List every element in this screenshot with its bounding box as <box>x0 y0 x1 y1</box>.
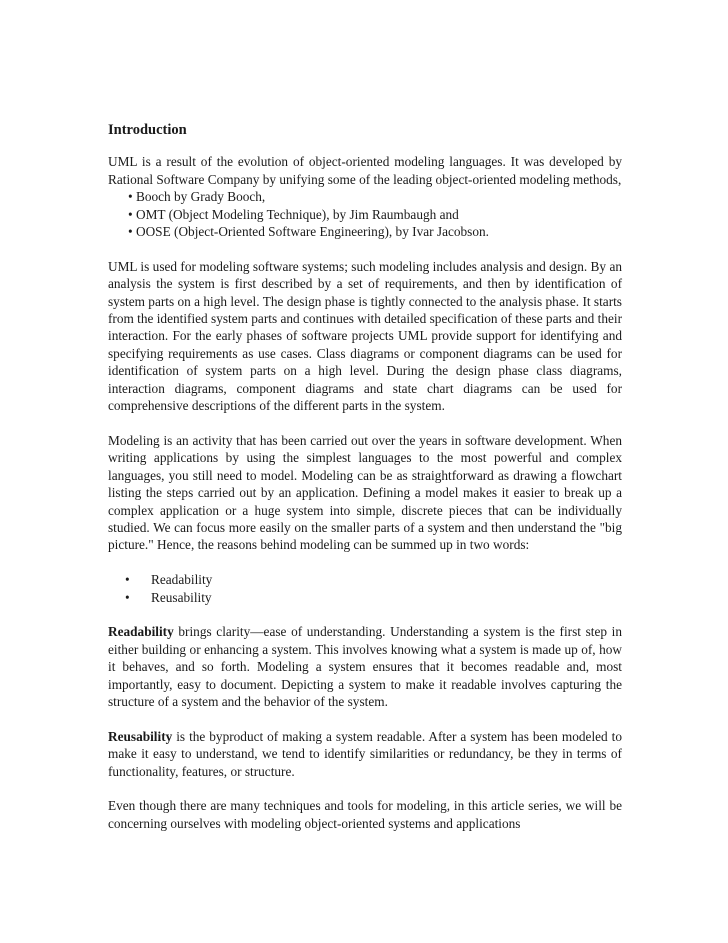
paragraph-techniques: Even though there are many techniques and tools for modeling, in this article series, we will be concerning ourselves with modeling object-oriented systems and applications <box>108 798 622 831</box>
reasons-list <box>108 571 622 606</box>
paragraph-reusability <box>108 728 622 780</box>
list-item-label: Readability <box>151 572 213 588</box>
list-item-label: Reusability <box>151 589 212 605</box>
list-item: • OOSE (Object-Oriented Software Engineering), by Ivar Jacobson. <box>128 224 489 240</box>
page-title: Introduction <box>108 122 187 138</box>
paragraph-readability <box>108 623 622 710</box>
list-item <box>125 589 622 606</box>
paragraph-uml-origin <box>108 153 622 188</box>
list-item <box>125 571 622 588</box>
paragraph-uml-origin-text: UML is a result of the evolution of object-oriented modeling languages. It was developed by Rational Software Company by unifying some of the leading object-oriented modeling methods, <box>108 154 622 187</box>
methods-list <box>108 188 622 240</box>
bullet: • <box>125 572 130 588</box>
term-reusability: Reusability <box>108 728 173 744</box>
term-readability: Readability <box>108 624 174 640</box>
list-item: • OMT (Object Modeling Technique), by Jim Raumbaugh and <box>128 206 459 222</box>
paragraph-modeling: Modeling is an activity that has been carried out over the years in software development. When writing applications by using the simplest languages to the most powerful and complex languages, you still need to model. Modeling can be as straightforward as drawing a flowchart listing the steps carried out by an application. Defining a model makes it easier to break up a complex application or a huge system into simple, discrete pieces that can be individually studied. We can focus more easily on the smaller parts of a system and then understand the "big picture." Hence, the reasons behind modeling can be summed up in two words: <box>108 432 622 553</box>
paragraph-readability-text: brings clarity—ease of understanding. Understanding a system is the first step in either building or enhancing a system. This involves knowing what a system is made up of, how it behaves, and so forth. Modeling a system ensures that it becomes readable and, most importantly, easy to document. Depicting a system to make it readable involves capturing the structure of a system and the behavior of the system. <box>108 624 622 709</box>
paragraph-uml-usage: UML is used for modeling software systems; such modeling includes analysis and design. By an analysis the system is first described by a set of requirements, and then by identification of system parts on a high level. The design phase is tightly connected to the analysis phase. It starts from the identified system parts and continues with detailed specification of these parts and their interaction. For the early phases of software projects UML provide support for identifying and specifying requirements as use cases. Class diagrams or component diagrams can be used for identification of system parts on a high level. During the design phase class diagrams, interaction diagrams, component diagrams and state chart diagrams can be used for comprehensive descriptions of the different parts in the system. <box>108 258 622 414</box>
list-item: • Booch by Grady Booch, <box>128 189 266 205</box>
document-page <box>108 122 622 832</box>
bullet: • <box>125 589 130 605</box>
paragraph-reusability-text: is the byproduct of making a system readable. After a system has been modeled to make it easy to understand, we tend to identify similarities or redundancy, be they in terms of functionality, features, or structure. <box>108 728 622 779</box>
